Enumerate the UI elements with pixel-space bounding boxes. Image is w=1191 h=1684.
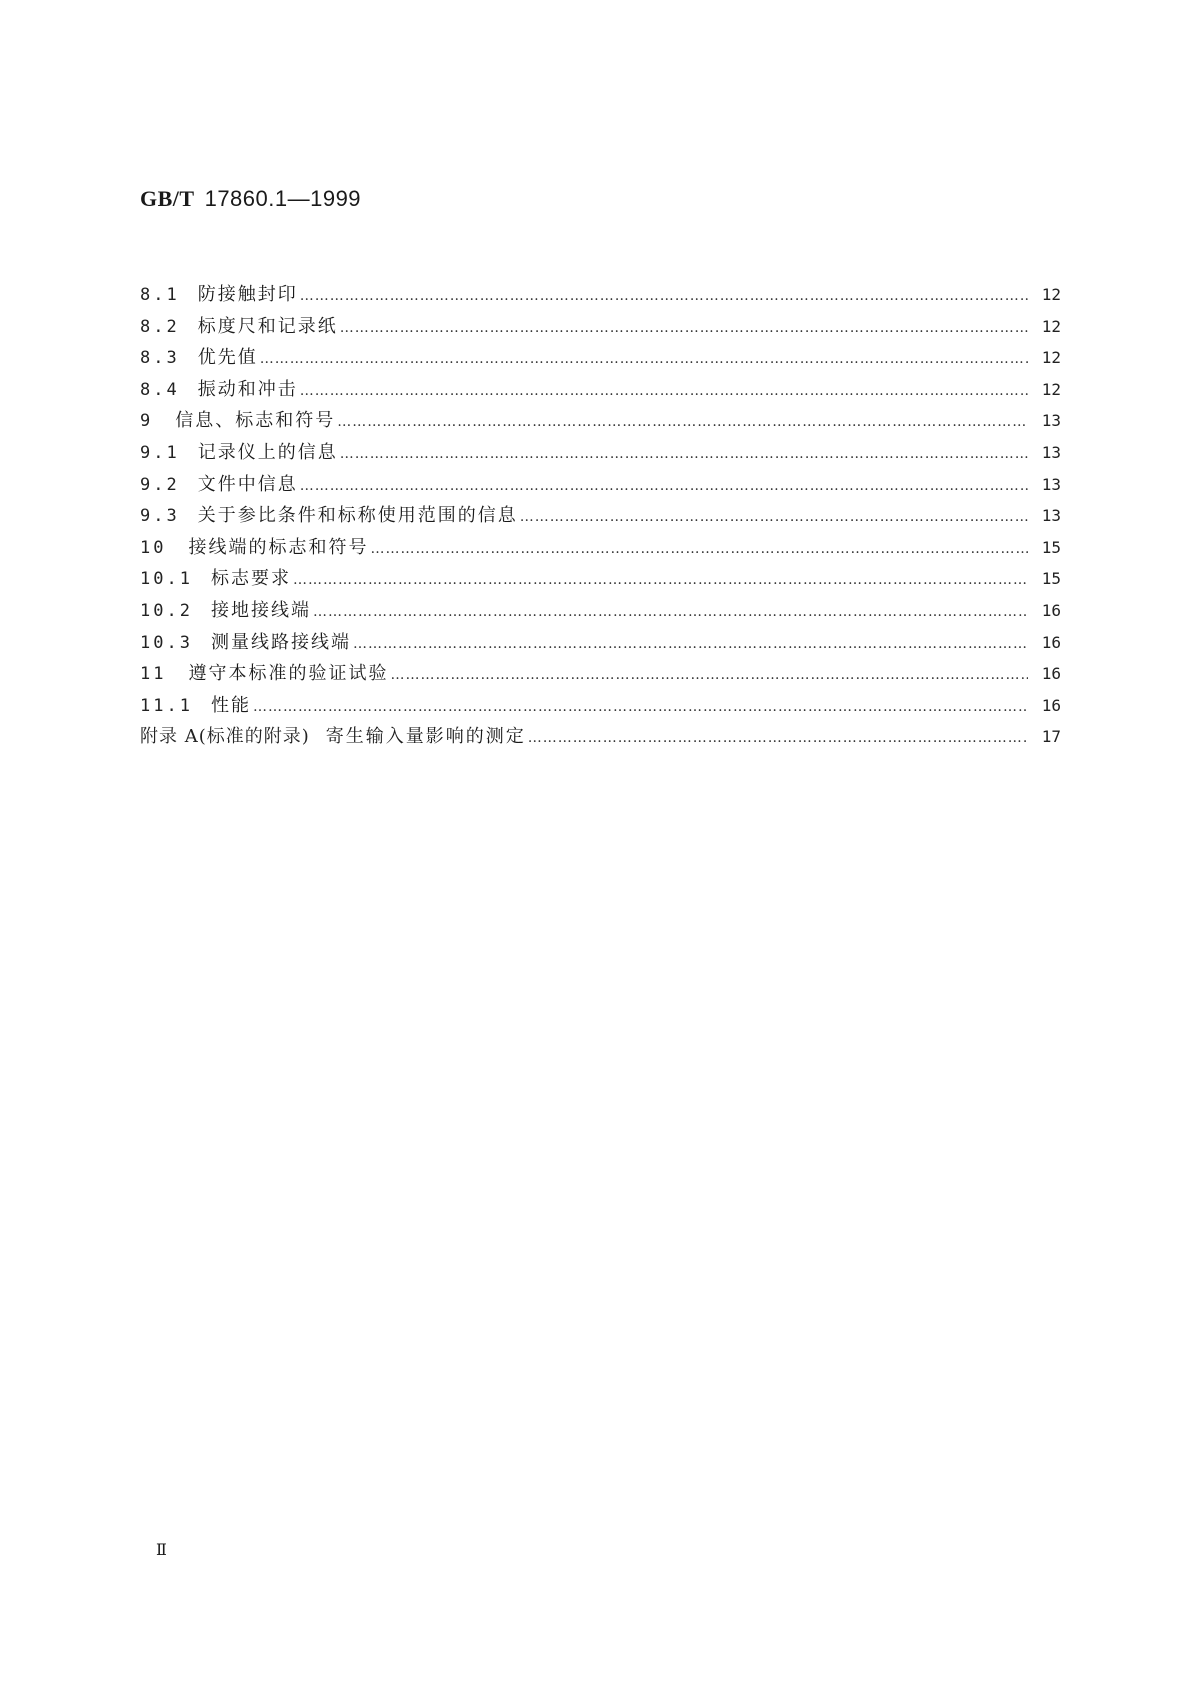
toc-entry-title: 防接触封印 xyxy=(197,284,298,305)
toc-entry-title: 优先值 xyxy=(197,347,258,369)
standard-prefix: GB/T xyxy=(140,186,195,211)
toc-leader-dots xyxy=(340,446,1028,462)
toc-entry-page: 16 xyxy=(1041,632,1061,652)
toc-entry-title: 信息、标志和符号 xyxy=(175,410,336,432)
toc-entry-title: 记录仪上的信息 xyxy=(197,441,338,463)
toc-entry-title: 振动和冲击 xyxy=(197,378,298,400)
toc-entry-title: 标度尺和记录纸 xyxy=(197,315,338,337)
toc-entry-number: 11.1 xyxy=(140,695,193,716)
toc-entry-page: 17 xyxy=(1041,727,1061,747)
toc-entry[interactable] xyxy=(140,596,1061,628)
toc-entry[interactable] xyxy=(140,659,1061,691)
toc-entry-number: 附录 A(标准的附录) xyxy=(140,726,310,748)
toc-entry-title: 接地接线端 xyxy=(210,599,311,621)
toc-leader-dots xyxy=(300,383,1028,399)
toc-leader-dots xyxy=(340,320,1028,336)
toc-entry-number: 10.1 xyxy=(140,569,193,590)
toc-entry-title: 测量线路接线端 xyxy=(210,631,351,653)
toc-entry-title: 标志要求 xyxy=(210,568,291,590)
toc-leader-dots xyxy=(313,604,1028,620)
toc-leader-dots xyxy=(253,699,1028,715)
toc-leader-dots xyxy=(353,636,1028,652)
toc-entry[interactable] xyxy=(140,501,1061,533)
toc-entry-title: 接线端的标志和符号 xyxy=(188,536,369,558)
toc-entry-title: 关于参比条件和标称使用范围的信息 xyxy=(197,505,518,527)
toc-entry[interactable] xyxy=(140,691,1061,723)
toc-entry-page: 12 xyxy=(1041,379,1061,399)
toc-leader-dots xyxy=(528,730,1028,746)
toc-entry-number: 8.1 xyxy=(140,285,180,305)
standard-number: 17860.1—1999 xyxy=(204,186,362,211)
toc-entry-title: 遵守本标准的验证试验 xyxy=(188,663,389,685)
toc-entry[interactable] xyxy=(140,406,1061,438)
toc-leader-dots xyxy=(260,351,1028,367)
toc-leader-dots xyxy=(300,478,1028,494)
toc-leader-dots xyxy=(293,572,1028,588)
toc-entry-title: 文件中信息 xyxy=(197,473,298,495)
toc-entry-page: 15 xyxy=(1041,569,1061,589)
page-number: Ⅱ xyxy=(156,1540,167,1559)
toc-entry-number: 9.1 xyxy=(140,442,180,463)
toc-entry-page: 12 xyxy=(1041,316,1061,336)
toc-leader-dots xyxy=(337,414,1027,430)
toc-entry[interactable] xyxy=(140,470,1061,502)
toc-entry-number: 8.4 xyxy=(140,379,180,400)
toc-entry-page: 13 xyxy=(1041,506,1061,526)
toc-leader-dots xyxy=(370,541,1027,557)
toc-entry[interactable] xyxy=(140,280,1061,312)
toc-entry-page: 13 xyxy=(1041,411,1061,431)
toc-entry-page: 12 xyxy=(1041,285,1061,304)
toc-entry-number: 10.3 xyxy=(140,632,193,653)
toc-entry-page: 16 xyxy=(1041,600,1061,620)
toc-entry-number: 10.2 xyxy=(140,600,193,621)
toc-leader-dots xyxy=(390,667,1027,683)
toc-entry[interactable] xyxy=(140,628,1061,660)
toc-entry-page: 13 xyxy=(1041,474,1061,494)
toc-entry-page: 12 xyxy=(1041,348,1061,368)
toc-entry[interactable] xyxy=(140,312,1061,344)
toc-entry-page: 16 xyxy=(1041,695,1061,715)
toc-entry-title: 寄生输入量影响的测定 xyxy=(325,726,526,748)
toc-entry-title: 性能 xyxy=(210,694,251,716)
toc-entry-page: 16 xyxy=(1041,664,1061,684)
toc-entry[interactable] xyxy=(140,564,1061,596)
document-header xyxy=(140,186,361,212)
table-of-contents xyxy=(140,280,1061,754)
toc-entry[interactable] xyxy=(140,722,1061,754)
toc-entry[interactable] xyxy=(140,438,1061,470)
toc-entry[interactable] xyxy=(140,533,1061,565)
toc-entry-number: 8.3 xyxy=(140,348,180,369)
toc-entry-number: 8.2 xyxy=(140,316,180,337)
toc-entry-number: 11 xyxy=(140,664,167,685)
toc-leader-dots xyxy=(520,509,1028,525)
toc-entry-number: 9.2 xyxy=(140,474,180,495)
toc-leader-dots xyxy=(300,288,1028,304)
toc-entry[interactable] xyxy=(140,343,1061,375)
toc-entry[interactable] xyxy=(140,375,1061,407)
toc-entry-number: 9 xyxy=(140,411,154,432)
toc-entry-number: 10 xyxy=(140,537,167,558)
toc-entry-number: 9.3 xyxy=(140,506,180,527)
toc-entry-page: 15 xyxy=(1041,537,1061,557)
toc-entry-page: 13 xyxy=(1041,442,1061,462)
